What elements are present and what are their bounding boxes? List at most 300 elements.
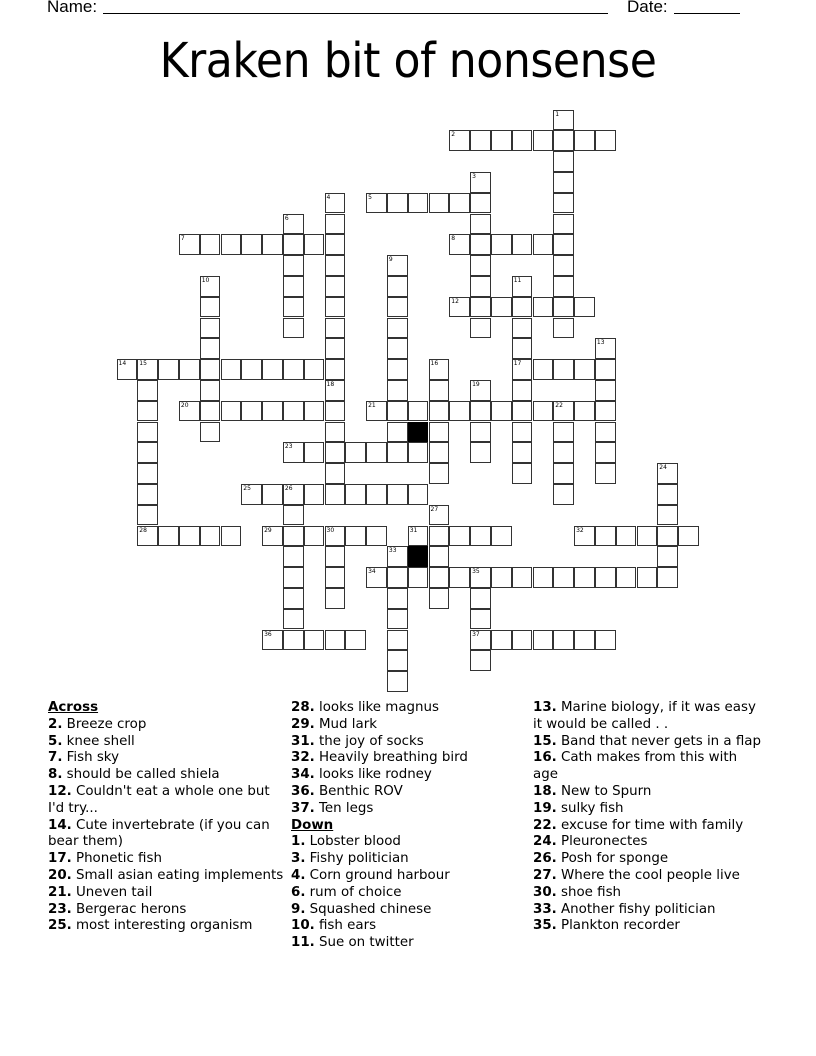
- grid-cell[interactable]: [200, 297, 221, 318]
- grid-cell[interactable]: [179, 526, 200, 547]
- grid-cell[interactable]: [179, 234, 200, 255]
- clue-text: Cath makes from this with age: [533, 750, 738, 783]
- grid-cell[interactable]: [491, 630, 512, 651]
- grid-cell[interactable]: [325, 338, 346, 359]
- grid-cell[interactable]: [283, 567, 304, 588]
- clue-number: 25: [243, 484, 251, 492]
- clue-text: most interesting organism: [71, 918, 253, 934]
- grid-cell[interactable]: [325, 546, 346, 567]
- grid-cell[interactable]: [241, 234, 262, 255]
- clue-number: 4: [326, 193, 331, 201]
- grid-cell[interactable]: [408, 442, 429, 463]
- grid-cell[interactable]: [533, 359, 554, 380]
- clue-item: [291, 717, 531, 734]
- grid-cell[interactable]: [387, 297, 408, 318]
- grid-cell[interactable]: [449, 130, 470, 151]
- grid-cell[interactable]: [137, 359, 158, 380]
- grid-cell[interactable]: [429, 463, 450, 484]
- clue-item: [533, 818, 763, 835]
- grid-cell[interactable]: [387, 567, 408, 588]
- grid-cell[interactable]: [449, 193, 470, 214]
- grid-cell[interactable]: [553, 172, 574, 193]
- grid-cell[interactable]: [200, 276, 221, 297]
- grid-cell[interactable]: [470, 422, 491, 443]
- clue-number-label: 35.: [533, 918, 557, 934]
- grid-cell[interactable]: [366, 567, 387, 588]
- grid-cell[interactable]: [470, 588, 491, 609]
- grid-cell[interactable]: [449, 401, 470, 422]
- grid-cell[interactable]: [512, 630, 533, 651]
- grid-cell[interactable]: [429, 380, 450, 401]
- clue-number-label: 7.: [48, 750, 63, 766]
- grid-cell[interactable]: [325, 276, 346, 297]
- grid-cell[interactable]: [657, 463, 678, 484]
- clue-item: [48, 851, 288, 868]
- grid-cell[interactable]: [512, 422, 533, 443]
- grid-cell[interactable]: [429, 401, 450, 422]
- grid-cell[interactable]: [200, 318, 221, 339]
- grid-cell[interactable]: [200, 380, 221, 401]
- grid-cell[interactable]: [283, 255, 304, 276]
- clue-item: [291, 734, 531, 751]
- grid-cell[interactable]: [533, 401, 554, 422]
- grid-cell[interactable]: [616, 526, 637, 547]
- grid-cell[interactable]: [470, 255, 491, 276]
- grid-cell[interactable]: [221, 359, 242, 380]
- grid-cell[interactable]: [325, 526, 346, 547]
- grid-cell[interactable]: [553, 214, 574, 235]
- grid-cell[interactable]: [262, 526, 283, 547]
- clue-item: [291, 851, 531, 868]
- grid-cell[interactable]: [574, 130, 595, 151]
- grid-cell[interactable]: [137, 422, 158, 443]
- grid-cell[interactable]: [449, 234, 470, 255]
- grid-cell[interactable]: [470, 297, 491, 318]
- grid-cell[interactable]: [387, 401, 408, 422]
- grid-cell[interactable]: [241, 359, 262, 380]
- grid-cell[interactable]: [512, 338, 533, 359]
- clue-text: Pleuronectes: [556, 834, 648, 850]
- clue-number-label: 34.: [291, 767, 315, 783]
- grid-cell[interactable]: [345, 484, 366, 505]
- grid-cell[interactable]: [449, 567, 470, 588]
- grid-cell[interactable]: [408, 193, 429, 214]
- grid-cell[interactable]: [429, 359, 450, 380]
- clue-number-label: 23.: [48, 901, 72, 917]
- grid-cell[interactable]: [553, 234, 574, 255]
- grid-cell[interactable]: [262, 234, 283, 255]
- grid-cell[interactable]: [574, 567, 595, 588]
- grid-cell[interactable]: [595, 442, 616, 463]
- grid-cell[interactable]: [657, 505, 678, 526]
- grid-cell[interactable]: [512, 234, 533, 255]
- grid-cell[interactable]: [221, 401, 242, 422]
- grid-cell[interactable]: [283, 630, 304, 651]
- grid-cell[interactable]: [325, 214, 346, 235]
- grid-cell[interactable]: [158, 359, 179, 380]
- clue-item: [533, 902, 763, 919]
- grid-cell[interactable]: [429, 505, 450, 526]
- grid-cell[interactable]: [283, 484, 304, 505]
- grid-cell[interactable]: [325, 380, 346, 401]
- grid-cell[interactable]: [533, 630, 554, 651]
- clue-number-label: 9.: [291, 901, 306, 917]
- grid-cell[interactable]: [325, 255, 346, 276]
- grid-cell[interactable]: [512, 130, 533, 151]
- grid-cell[interactable]: [470, 526, 491, 547]
- grid-cell[interactable]: [387, 588, 408, 609]
- grid-cell[interactable]: [470, 380, 491, 401]
- grid-cell[interactable]: [595, 630, 616, 651]
- clue-text: Benthic ROV: [314, 783, 403, 799]
- grid-cell[interactable]: [512, 276, 533, 297]
- grid-cell[interactable]: [325, 401, 346, 422]
- grid-cell[interactable]: [387, 422, 408, 443]
- grid-cell[interactable]: [657, 567, 678, 588]
- grid-cell[interactable]: [241, 484, 262, 505]
- grid-cell[interactable]: [345, 630, 366, 651]
- grid-cell[interactable]: [262, 484, 283, 505]
- grid-cell[interactable]: [491, 130, 512, 151]
- grid-cell[interactable]: [512, 318, 533, 339]
- grid-cell[interactable]: [553, 422, 574, 443]
- grid-cell[interactable]: [366, 484, 387, 505]
- grid-cell[interactable]: [283, 526, 304, 547]
- grid-cell[interactable]: [179, 401, 200, 422]
- grid-cell[interactable]: [366, 193, 387, 214]
- grid-cell[interactable]: [345, 526, 366, 547]
- clue-number: 24: [659, 464, 667, 472]
- clue-number: 11: [513, 276, 522, 284]
- grid-cell[interactable]: [325, 442, 346, 463]
- clue-number-label: 36.: [291, 783, 315, 799]
- grid-cell[interactable]: [387, 359, 408, 380]
- grid-cell[interactable]: [470, 650, 491, 671]
- grid-cell[interactable]: [533, 297, 554, 318]
- grid-cell[interactable]: [491, 526, 512, 547]
- grid-cell[interactable]: [657, 546, 678, 567]
- grid-cell[interactable]: [387, 193, 408, 214]
- grid-cell[interactable]: [325, 422, 346, 443]
- grid-cell[interactable]: [491, 234, 512, 255]
- grid-cell[interactable]: [449, 297, 470, 318]
- grid-cell[interactable]: [221, 234, 242, 255]
- grid-cell[interactable]: [553, 463, 574, 484]
- grid-cell[interactable]: [657, 484, 678, 505]
- clue-section-heading: Across: [48, 700, 99, 715]
- grid-cell[interactable]: [470, 609, 491, 630]
- grid-cell[interactable]: [408, 484, 429, 505]
- grid-cell[interactable]: [325, 463, 346, 484]
- grid-cell[interactable]: [595, 359, 616, 380]
- grid-cell[interactable]: [533, 234, 554, 255]
- grid-cell[interactable]: [366, 442, 387, 463]
- grid-cell[interactable]: [491, 567, 512, 588]
- clue-number-label: 16.: [533, 750, 557, 766]
- grid-cell[interactable]: [429, 193, 450, 214]
- grid-cell[interactable]: [470, 214, 491, 235]
- grid-cell[interactable]: [470, 318, 491, 339]
- clue-number: 2: [451, 131, 456, 139]
- clue-number: 1: [555, 110, 560, 118]
- clue-number: 30: [326, 526, 335, 534]
- grid-cell[interactable]: [325, 318, 346, 339]
- grid-cell[interactable]: [262, 401, 283, 422]
- grid-cell[interactable]: [283, 505, 304, 526]
- grid-cell[interactable]: [345, 442, 366, 463]
- grid-cell[interactable]: [387, 255, 408, 276]
- grid-cell[interactable]: [408, 526, 429, 547]
- grid-cell[interactable]: [553, 151, 574, 172]
- grid-cell[interactable]: [137, 463, 158, 484]
- grid-cell[interactable]: [553, 442, 574, 463]
- grid-cell[interactable]: [429, 588, 450, 609]
- grid-cell[interactable]: [429, 567, 450, 588]
- grid-cell[interactable]: [200, 234, 221, 255]
- grid-cell[interactable]: [387, 442, 408, 463]
- clue-text: Fishy politician: [305, 851, 409, 867]
- grid-cell[interactable]: [200, 338, 221, 359]
- grid-cell[interactable]: [387, 546, 408, 567]
- black-cell: [408, 546, 429, 567]
- grid-cell[interactable]: [387, 671, 408, 692]
- grid-cell[interactable]: [553, 359, 574, 380]
- grid-cell[interactable]: [595, 380, 616, 401]
- grid-cell[interactable]: [678, 526, 699, 547]
- grid-cell[interactable]: [595, 401, 616, 422]
- grid-cell[interactable]: [283, 318, 304, 339]
- name-label: Name:: [47, 0, 98, 16]
- grid-cell[interactable]: [304, 401, 325, 422]
- grid-cell[interactable]: [304, 442, 325, 463]
- grid-cell[interactable]: [137, 380, 158, 401]
- grid-cell[interactable]: [283, 359, 304, 380]
- clue-item: [291, 767, 531, 784]
- grid-cell[interactable]: [283, 588, 304, 609]
- grid-cell[interactable]: [262, 359, 283, 380]
- clue-text: Breeze crop: [62, 716, 147, 732]
- grid-cell[interactable]: [595, 567, 616, 588]
- grid-cell[interactable]: [283, 401, 304, 422]
- grid-cell[interactable]: [616, 567, 637, 588]
- clue-text: knee shell: [62, 733, 135, 749]
- grid-cell[interactable]: [553, 297, 574, 318]
- grid-cell[interactable]: [137, 484, 158, 505]
- grid-cell[interactable]: [200, 359, 221, 380]
- grid-cell[interactable]: [200, 422, 221, 443]
- grid-cell[interactable]: [304, 484, 325, 505]
- clue-number-label: 19.: [533, 800, 557, 816]
- grid-cell[interactable]: [574, 526, 595, 547]
- grid-cell[interactable]: [637, 567, 658, 588]
- grid-cell[interactable]: [657, 526, 678, 547]
- grid-cell[interactable]: [200, 401, 221, 422]
- grid-cell[interactable]: [283, 609, 304, 630]
- clue-number: 15: [139, 360, 147, 368]
- grid-cell[interactable]: [158, 526, 179, 547]
- grid-cell[interactable]: [325, 234, 346, 255]
- grid-cell[interactable]: [325, 359, 346, 380]
- grid-cell[interactable]: [637, 526, 658, 547]
- grid-cell[interactable]: [325, 567, 346, 588]
- grid-cell[interactable]: [574, 359, 595, 380]
- grid-cell[interactable]: [387, 650, 408, 671]
- grid-cell[interactable]: [512, 297, 533, 318]
- clue-item: [533, 801, 763, 818]
- grid-cell[interactable]: [221, 526, 242, 547]
- clue-text: Another fishy politician: [556, 901, 716, 917]
- clue-item: [48, 767, 288, 784]
- grid-cell[interactable]: [470, 276, 491, 297]
- grid-cell[interactable]: [512, 463, 533, 484]
- grid-cell[interactable]: [470, 401, 491, 422]
- clue-number-label: 22.: [533, 817, 557, 833]
- grid-cell[interactable]: [283, 297, 304, 318]
- grid-cell[interactable]: [304, 630, 325, 651]
- grid-cell[interactable]: [262, 630, 283, 651]
- clue-number-label: 24.: [533, 834, 557, 850]
- grid-cell[interactable]: [304, 234, 325, 255]
- grid-cell[interactable]: [553, 401, 574, 422]
- grid-cell[interactable]: [117, 359, 138, 380]
- grid-cell[interactable]: [408, 567, 429, 588]
- grid-cell[interactable]: [387, 484, 408, 505]
- clue-item: [291, 918, 531, 935]
- grid-cell[interactable]: [470, 172, 491, 193]
- grid-cell[interactable]: [137, 526, 158, 547]
- grid-cell[interactable]: [387, 380, 408, 401]
- grid-cell[interactable]: [470, 630, 491, 651]
- grid-cell[interactable]: [387, 609, 408, 630]
- grid-cell[interactable]: [595, 526, 616, 547]
- clue-text: Bergerac herons: [71, 901, 187, 917]
- grid-cell[interactable]: [470, 442, 491, 463]
- grid-cell[interactable]: [283, 214, 304, 235]
- clue-text: looks like rodney: [314, 767, 432, 783]
- grid-cell[interactable]: [241, 401, 262, 422]
- grid-cell[interactable]: [283, 234, 304, 255]
- grid-cell[interactable]: [553, 567, 574, 588]
- clue-text: looks like magnus: [314, 700, 439, 715]
- clue-number: 28: [139, 526, 147, 534]
- grid-cell[interactable]: [574, 297, 595, 318]
- grid-cell[interactable]: [595, 130, 616, 151]
- grid-cell[interactable]: [325, 588, 346, 609]
- grid-cell[interactable]: [595, 463, 616, 484]
- clue-number: 16: [430, 360, 439, 368]
- page-title: Kraken bit of nonsense: [159, 33, 657, 89]
- grid-cell[interactable]: [470, 130, 491, 151]
- grid-cell[interactable]: [200, 526, 221, 547]
- grid-cell[interactable]: [325, 297, 346, 318]
- grid-cell[interactable]: [429, 442, 450, 463]
- clue-number: 17: [513, 360, 522, 368]
- grid-cell[interactable]: [553, 130, 574, 151]
- grid-cell[interactable]: [533, 130, 554, 151]
- clue-number: 29: [264, 526, 272, 534]
- grid-cell[interactable]: [283, 442, 304, 463]
- clue-number-label: 31.: [291, 733, 315, 749]
- grid-cell[interactable]: [512, 380, 533, 401]
- grid-cell[interactable]: [325, 630, 346, 651]
- grid-cell[interactable]: [179, 359, 200, 380]
- grid-cell[interactable]: [470, 193, 491, 214]
- clue-number: 20: [180, 401, 189, 409]
- grid-cell[interactable]: [533, 567, 554, 588]
- clue-item: [533, 784, 763, 801]
- grid-cell[interactable]: [553, 318, 574, 339]
- clue-number-label: 37.: [291, 800, 315, 816]
- grid-cell[interactable]: [553, 255, 574, 276]
- clue-item: [48, 918, 288, 935]
- clue-number-label: 6.: [291, 884, 306, 900]
- grid-cell[interactable]: [553, 630, 574, 651]
- clue-number: 19: [472, 380, 480, 388]
- clue-text: Corn ground harbour: [305, 867, 450, 883]
- grid-cell[interactable]: [574, 401, 595, 422]
- grid-cell[interactable]: [512, 359, 533, 380]
- grid-cell[interactable]: [408, 401, 429, 422]
- grid-cell[interactable]: [429, 422, 450, 443]
- clue-number-label: 11.: [291, 935, 315, 951]
- grid-cell[interactable]: [491, 401, 512, 422]
- grid-cell[interactable]: [325, 193, 346, 214]
- grid-cell[interactable]: [449, 526, 470, 547]
- grid-cell[interactable]: [553, 484, 574, 505]
- clue-text: Fish sky: [62, 750, 120, 766]
- grid-cell[interactable]: [366, 526, 387, 547]
- grid-cell[interactable]: [574, 630, 595, 651]
- grid-cell[interactable]: [304, 359, 325, 380]
- grid-cell[interactable]: [553, 276, 574, 297]
- clue-number-label: 15.: [533, 733, 557, 749]
- grid-cell[interactable]: [283, 546, 304, 567]
- clue-number: 33: [388, 547, 397, 555]
- clue-number: 7: [180, 235, 185, 243]
- grid-cell[interactable]: [387, 338, 408, 359]
- grid-cell[interactable]: [512, 442, 533, 463]
- grid-cell[interactable]: [595, 338, 616, 359]
- clue-number-label: 32.: [291, 750, 315, 766]
- clue-number-label: 2.: [48, 716, 63, 732]
- grid-cell[interactable]: [470, 567, 491, 588]
- grid-cell[interactable]: [304, 526, 325, 547]
- clue-text: Uneven tail: [71, 884, 153, 900]
- grid-cell[interactable]: [512, 401, 533, 422]
- grid-cell[interactable]: [595, 422, 616, 443]
- grid-cell[interactable]: [429, 526, 450, 547]
- grid-cell[interactable]: [366, 401, 387, 422]
- grid-cell[interactable]: [553, 193, 574, 214]
- grid-cell[interactable]: [283, 276, 304, 297]
- grid-cell[interactable]: [137, 442, 158, 463]
- clue-number: 35: [472, 568, 480, 576]
- clue-item: [533, 885, 763, 902]
- grid-cell[interactable]: [512, 567, 533, 588]
- grid-cell[interactable]: [491, 297, 512, 318]
- grid-cell[interactable]: [387, 276, 408, 297]
- grid-cell[interactable]: [470, 234, 491, 255]
- grid-cell[interactable]: [553, 110, 574, 131]
- grid-cell[interactable]: [387, 630, 408, 651]
- grid-cell[interactable]: [137, 505, 158, 526]
- clue-number-label: 8.: [48, 767, 63, 783]
- grid-cell[interactable]: [325, 484, 346, 505]
- grid-cell[interactable]: [429, 546, 450, 567]
- grid-cell[interactable]: [387, 318, 408, 339]
- grid-cell[interactable]: [137, 401, 158, 422]
- clue-number: 21: [368, 401, 376, 409]
